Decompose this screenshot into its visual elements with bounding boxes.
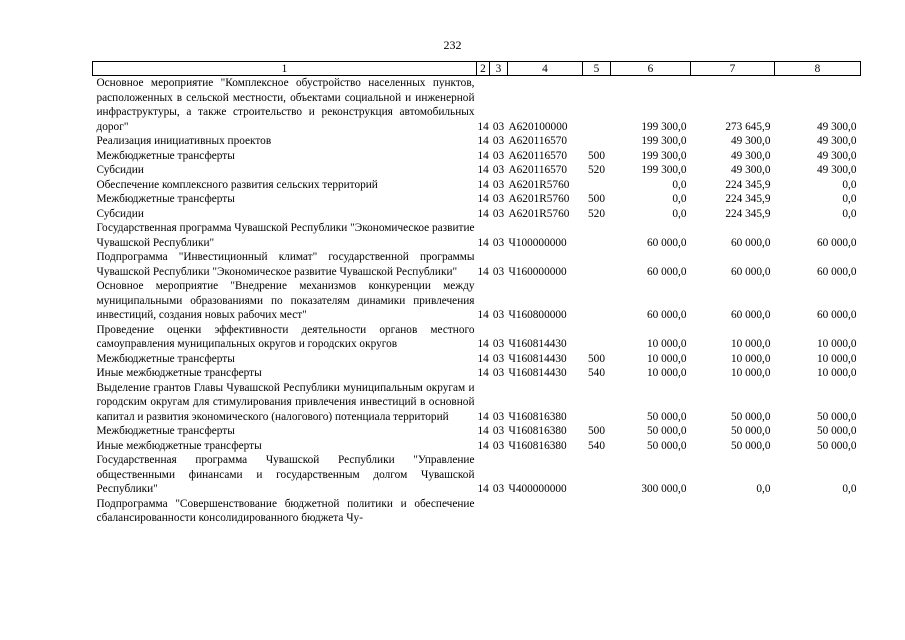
- row-amount-1: 300 000,0: [641, 483, 687, 495]
- row-subsection-code: 03: [492, 425, 505, 437]
- row-subsection-code: 03: [492, 164, 505, 176]
- row-subsection-code: 03: [492, 410, 505, 423]
- row-amount-1: 50 000,0: [646, 439, 687, 452]
- row-expense-type-code: [583, 134, 611, 149]
- row-name: Основное мероприятие "Внедрение механизмов конкуренции между муниципальными образованиями по показателям динамики привлечения инвестиций, создания новых рабочих мест": [96, 280, 475, 321]
- row-amount-3: 0,0: [842, 193, 857, 205]
- row-section-code: 14: [477, 178, 489, 191]
- row-section-code: 14: [477, 352, 489, 365]
- row-section-code: 14: [477, 425, 489, 437]
- row-name: Государственная программа Чувашской Республики "Экономическое развитие Чувашской Республики": [96, 222, 475, 249]
- row-target-article-code: Ч160814430: [508, 352, 567, 365]
- row-amount-3: 0,0: [842, 207, 857, 220]
- row-amount-2: 10 000,0: [730, 352, 771, 365]
- row-expense-type-code: [583, 76, 611, 135]
- row-amount-3: 0,0: [842, 178, 857, 191]
- column-header: 7: [691, 62, 775, 76]
- row-expense-type-code: [583, 279, 611, 323]
- row-target-article-code: Ч160816380: [508, 439, 567, 452]
- row-expense-type-code: 500: [588, 425, 605, 437]
- row-expense-type-code: [583, 221, 611, 250]
- row-amount-1: [611, 497, 691, 526]
- row-section-code: 14: [477, 120, 489, 133]
- column-header: 6: [611, 62, 691, 76]
- row-amount-1: 50 000,0: [646, 410, 687, 423]
- row-amount-1: 199 300,0: [641, 149, 687, 162]
- row-name: Иные межбюджетные трансферты: [96, 367, 262, 379]
- table-row: [93, 178, 861, 193]
- row-target-article-code: Ч160816380: [508, 410, 567, 423]
- row-amount-1: 0,0: [672, 193, 687, 205]
- row-section-code: 14: [477, 265, 489, 278]
- row-amount-3: 50 000,0: [816, 410, 857, 423]
- row-section-code: 14: [477, 207, 489, 220]
- row-expense-type-code: 500: [588, 193, 605, 205]
- row-amount-2: 273 645,9: [725, 120, 771, 133]
- row-amount-2: 60 000,0: [730, 309, 771, 321]
- table-row: [93, 76, 861, 135]
- row-name: Межбюджетные трансферты: [96, 425, 235, 437]
- row-amount-2: 50 000,0: [730, 425, 771, 437]
- table-row: [93, 366, 861, 381]
- row-amount-2: 49 300,0: [730, 164, 771, 176]
- table-row: [93, 149, 861, 164]
- row-target-article-code: А6201R5760: [508, 207, 570, 220]
- row-target-article-code: Ч400000000: [508, 483, 567, 495]
- table-row: [93, 163, 861, 178]
- row-amount-3: 10 000,0: [816, 352, 857, 365]
- column-header: 3: [490, 62, 508, 76]
- row-amount-1: 0,0: [672, 178, 687, 191]
- row-amount-2: 224 345,9: [725, 207, 771, 220]
- row-target-article-code: А6201R5760: [508, 193, 570, 205]
- row-target-article-code: Ч160814430: [508, 338, 567, 350]
- row-name: Межбюджетные трансферты: [96, 352, 235, 365]
- table-row: [93, 439, 861, 454]
- row-amount-3: 60 000,0: [816, 265, 857, 278]
- row-name: Подпрограмма "Инвестиционный климат" государственной программы Чувашской Республики "Экономическое развитие Чувашской Республики": [96, 251, 475, 278]
- row-name: Субсидии: [96, 164, 144, 176]
- row-amount-1: 0,0: [672, 207, 687, 220]
- row-amount-1: 199 300,0: [641, 120, 687, 133]
- row-name: Подпрограмма "Совершенствование бюджетной политики и обеспечение сбалансированности консолидированного бюджета Чу-: [96, 497, 475, 524]
- row-amount-2: 50 000,0: [730, 439, 771, 452]
- row-expense-type-code: [583, 381, 611, 425]
- row-section-code: 14: [477, 439, 489, 452]
- row-subsection-code: 03: [492, 236, 505, 249]
- row-amount-1: 10 000,0: [646, 352, 687, 365]
- row-subsection-code: 03: [492, 178, 505, 191]
- row-name: Межбюджетные трансферты: [96, 149, 235, 162]
- row-subsection-code: 03: [492, 338, 505, 350]
- row-amount-3: [775, 497, 861, 526]
- row-expense-type-code: 520: [588, 207, 605, 220]
- row-target-article-code: Ч100000000: [508, 236, 567, 249]
- row-amount-3: 10 000,0: [816, 338, 857, 350]
- row-name: Иные межбюджетные трансферты: [96, 439, 262, 452]
- row-name: Обеспечение комплексного развития сельских территорий: [96, 178, 378, 191]
- row-amount-1: 10 000,0: [646, 338, 687, 350]
- row-amount-2: 49 300,0: [730, 135, 771, 147]
- row-subsection-code: [490, 497, 508, 526]
- table-row: [93, 221, 861, 250]
- row-name: Субсидии: [96, 207, 144, 220]
- row-name: Выделение грантов Главы Чувашской Республики муниципальным округам и городским округам для стимулирования привлечения инвестиций в основной капитал и развития экономического (налогового) потенциала территорий: [96, 381, 475, 423]
- row-expense-type-code: 540: [588, 367, 605, 379]
- row-target-article-code: Ч160814430: [508, 367, 567, 379]
- row-amount-3: 50 000,0: [816, 439, 857, 452]
- row-subsection-code: 03: [492, 439, 505, 452]
- row-target-article-code: Ч160816380: [508, 425, 567, 437]
- row-subsection-code: 03: [492, 120, 505, 133]
- column-header: 4: [508, 62, 583, 76]
- row-target-article-code: [508, 497, 583, 526]
- column-header: 8: [775, 62, 861, 76]
- row-expense-type-code: 520: [588, 164, 605, 176]
- row-subsection-code: 03: [492, 352, 505, 365]
- row-amount-1: 60 000,0: [646, 309, 687, 321]
- row-amount-2: 10 000,0: [730, 338, 771, 350]
- row-target-article-code: А620100000: [508, 120, 568, 133]
- row-amount-3: 10 000,0: [816, 367, 857, 379]
- column-header: 5: [583, 62, 611, 76]
- table-row: [93, 250, 861, 279]
- row-expense-type-code: [583, 178, 611, 193]
- row-expense-type-code: 500: [588, 352, 605, 365]
- table-row: [93, 497, 861, 526]
- column-header: 1: [93, 62, 477, 76]
- row-amount-1: 10 000,0: [646, 367, 687, 379]
- row-section-code: 14: [477, 164, 489, 176]
- row-expense-type-code: [583, 453, 611, 497]
- table-header-row: [93, 62, 861, 76]
- row-expense-type-code: [583, 323, 611, 352]
- row-subsection-code: 03: [492, 207, 505, 220]
- row-amount-1: 199 300,0: [641, 164, 687, 176]
- row-amount-2: 49 300,0: [730, 149, 771, 162]
- row-target-article-code: А620116570: [508, 149, 568, 162]
- row-section-code: 14: [477, 338, 489, 350]
- row-subsection-code: 03: [492, 193, 505, 205]
- row-section-code: [477, 497, 490, 526]
- row-amount-2: 224 345,9: [725, 178, 771, 191]
- row-amount-1: 199 300,0: [641, 135, 687, 147]
- row-target-article-code: А620116570: [508, 135, 568, 147]
- row-amount-3: 60 000,0: [816, 236, 857, 249]
- row-amount-2: 60 000,0: [730, 236, 771, 249]
- table-row: [93, 453, 861, 497]
- row-name: Проведение оценки эффективности деятельности органов местного самоуправления муниципальных округов и городских округов: [96, 323, 475, 350]
- table-row: [93, 352, 861, 367]
- row-subsection-code: 03: [492, 309, 505, 321]
- row-subsection-code: 03: [492, 135, 505, 147]
- page-number: 232: [443, 38, 462, 52]
- row-section-code: 14: [477, 236, 489, 249]
- row-section-code: 14: [477, 483, 489, 495]
- row-section-code: 14: [477, 309, 489, 321]
- row-amount-1: 50 000,0: [646, 425, 687, 437]
- row-amount-3: 49 300,0: [816, 120, 857, 133]
- table-row: [93, 207, 861, 222]
- row-section-code: 14: [477, 135, 489, 147]
- row-amount-2: 0,0: [756, 483, 771, 495]
- row-target-article-code: Ч160000000: [508, 265, 567, 278]
- column-header: 2: [477, 62, 490, 76]
- row-expense-type-code: 500: [588, 149, 605, 162]
- row-amount-2: 60 000,0: [730, 265, 771, 278]
- table-row: [93, 279, 861, 323]
- row-name: Основное мероприятие "Комплексное обустройство населенных пунктов, расположенных в сельской местности, объектами социальной и инженерной инфраструктуры, а также строительство и реконструкция автомобильных дорог": [96, 77, 475, 133]
- row-target-article-code: А6201R5760: [508, 178, 570, 191]
- table-row: [93, 424, 861, 439]
- row-target-article-code: А620116570: [508, 164, 568, 176]
- row-name: Межбюджетные трансферты: [96, 193, 235, 205]
- row-amount-3: 60 000,0: [816, 309, 857, 321]
- row-amount-3: 49 300,0: [816, 149, 857, 162]
- row-amount-3: 50 000,0: [816, 425, 857, 437]
- row-name: Реализация инициативных проектов: [96, 135, 272, 147]
- row-amount-2: 224 345,9: [725, 193, 771, 205]
- row-target-article-code: Ч160800000: [508, 309, 567, 321]
- row-expense-type-code: [583, 250, 611, 279]
- row-amount-1: 60 000,0: [646, 236, 687, 249]
- row-section-code: 14: [477, 410, 489, 423]
- row-expense-type-code: [583, 497, 611, 526]
- table-row: [93, 323, 861, 352]
- row-amount-3: 0,0: [842, 483, 857, 495]
- row-amount-1: 60 000,0: [646, 265, 687, 278]
- row-amount-3: 49 300,0: [816, 135, 857, 147]
- row-amount-2: [691, 497, 775, 526]
- row-subsection-code: 03: [492, 483, 505, 495]
- table-row: [93, 381, 861, 425]
- table-row: [93, 134, 861, 149]
- table-body: [93, 76, 861, 526]
- row-name: Государственная программа Чувашской Республики "Управление общественными финансами и государственным долгом Чувашской Республики": [96, 454, 475, 495]
- row-subsection-code: 03: [492, 149, 505, 162]
- row-section-code: 14: [477, 193, 489, 205]
- row-amount-3: 49 300,0: [816, 164, 857, 176]
- budget-table: [92, 61, 861, 526]
- row-subsection-code: 03: [492, 265, 505, 278]
- row-subsection-code: 03: [492, 367, 505, 379]
- row-expense-type-code: 540: [588, 439, 605, 452]
- table-row: [93, 192, 861, 207]
- row-section-code: 14: [477, 367, 489, 379]
- row-section-code: 14: [477, 149, 489, 162]
- row-amount-2: 10 000,0: [730, 367, 771, 379]
- row-amount-2: 50 000,0: [730, 410, 771, 423]
